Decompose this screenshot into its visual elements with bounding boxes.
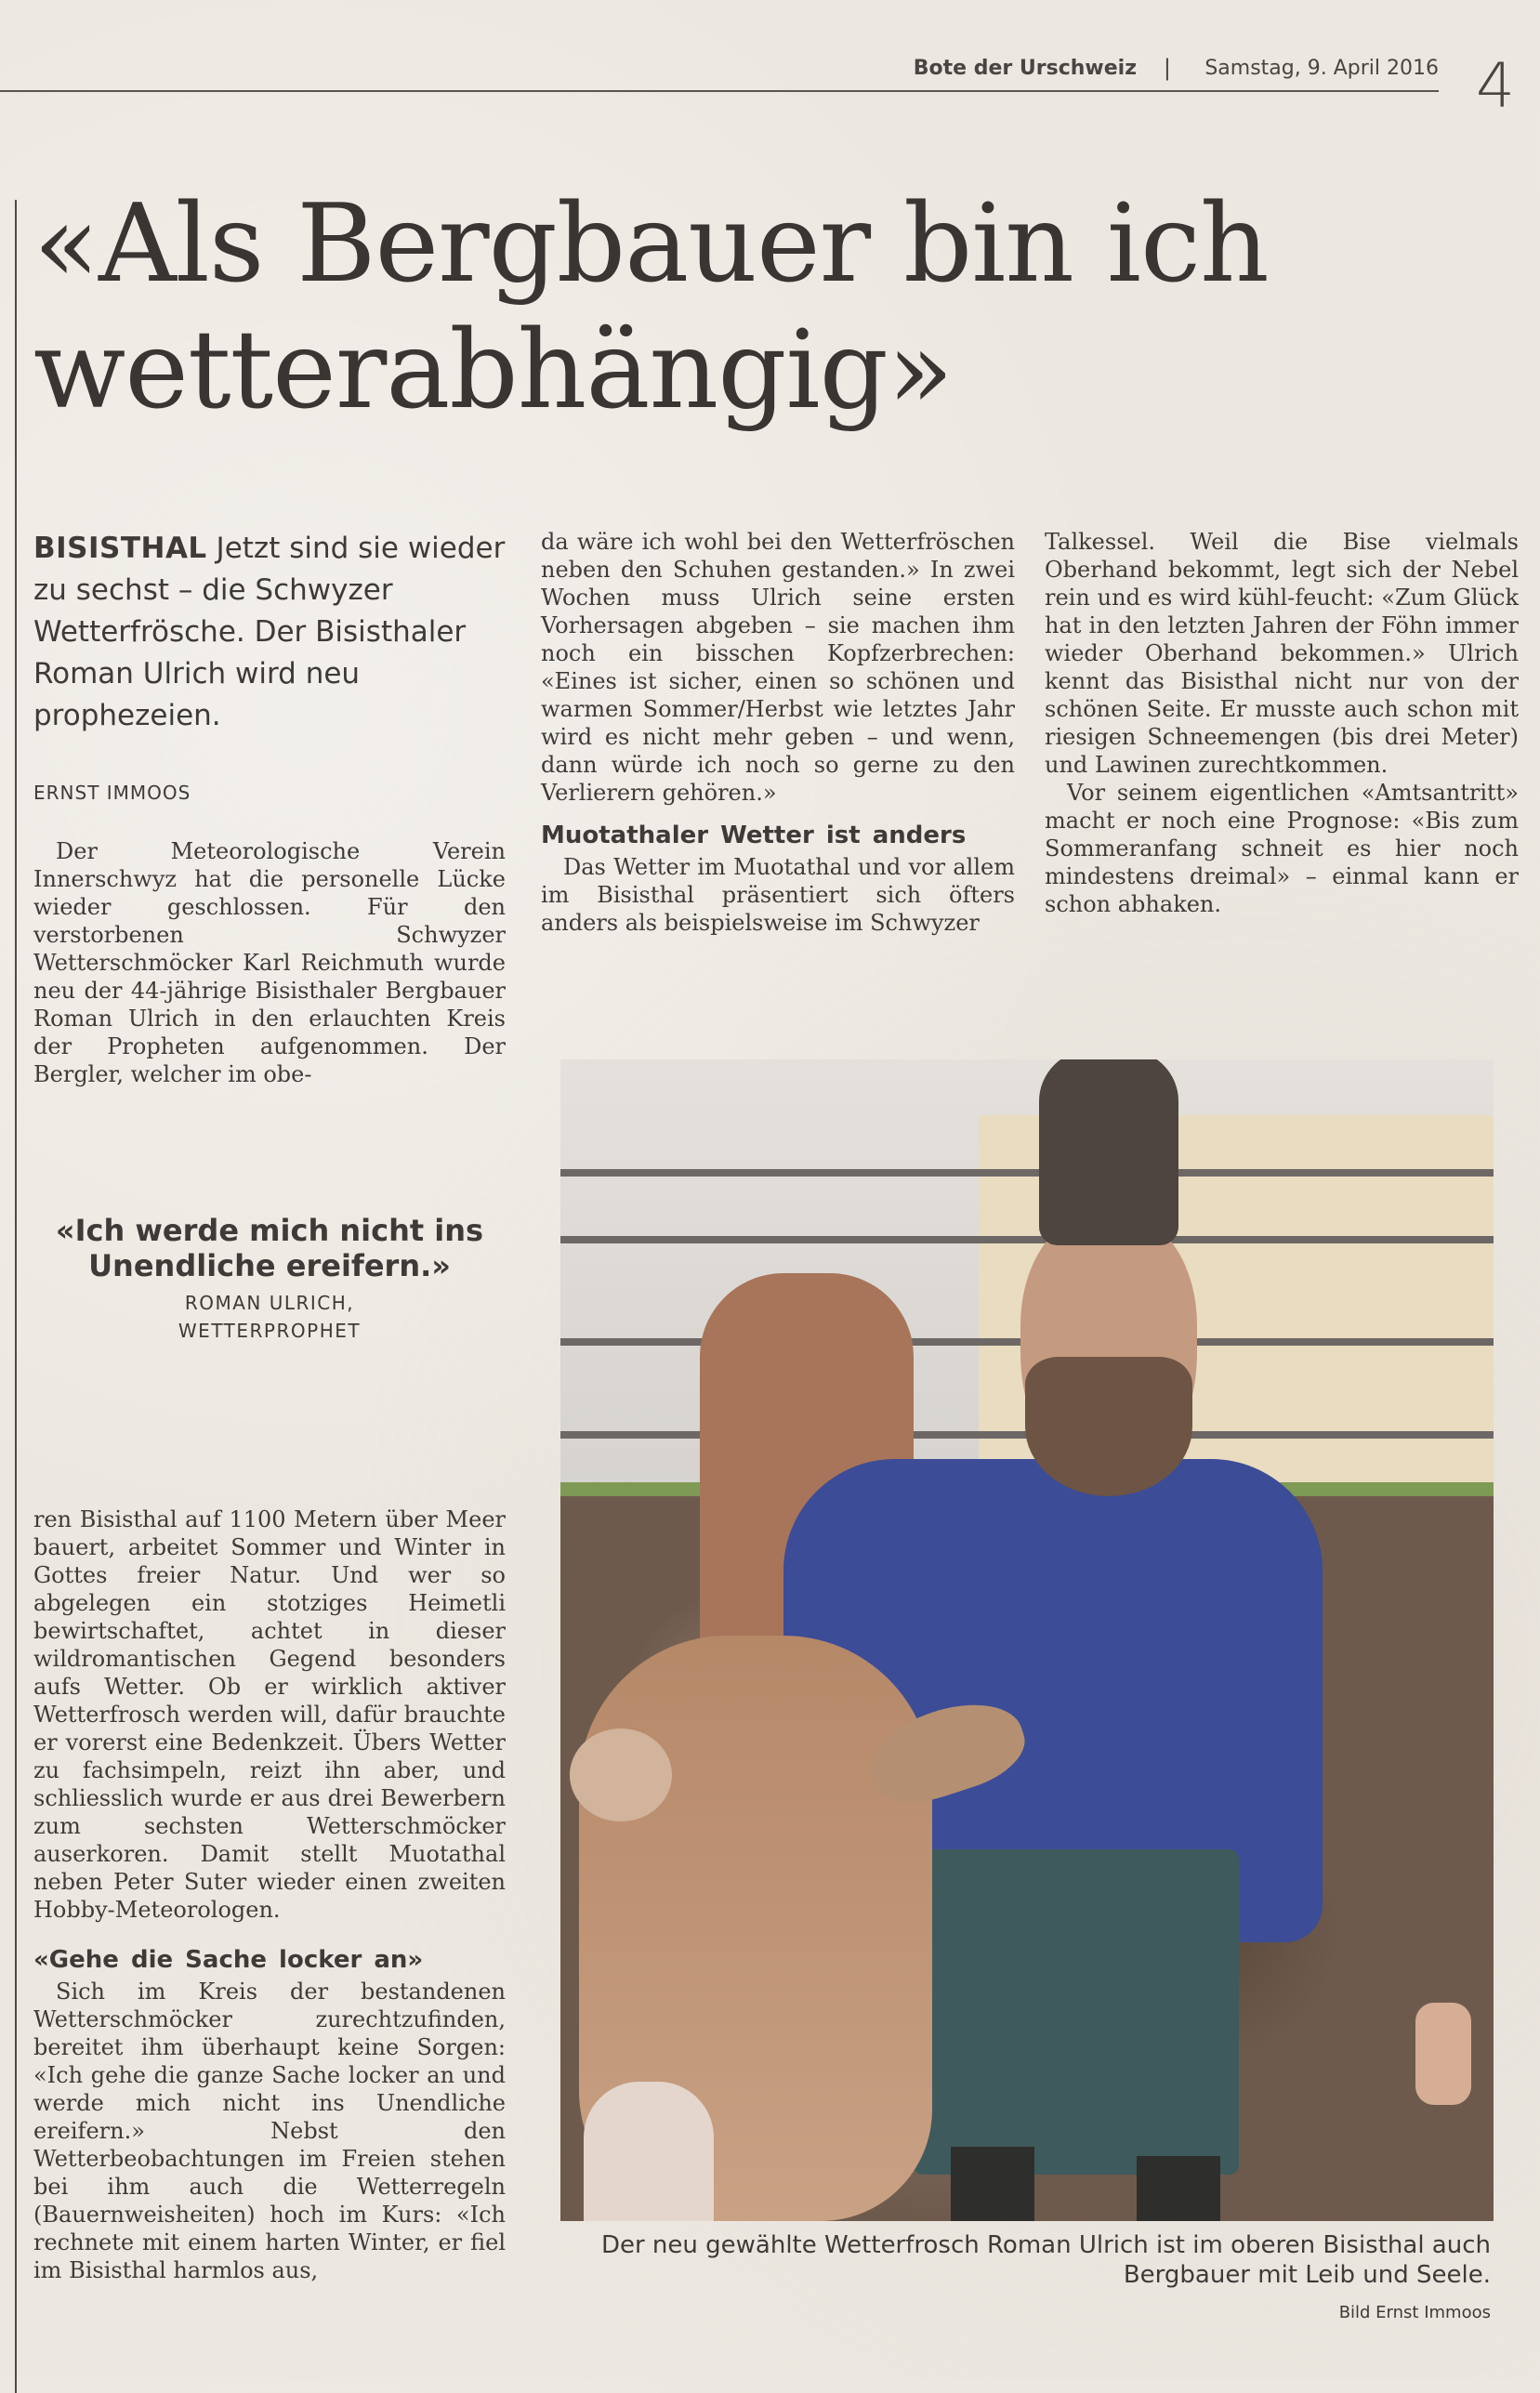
pull-quote-text: «Ich werde mich nicht ins Unendliche ereifern.»	[55, 1213, 484, 1283]
photo-fence-rail	[560, 1169, 1494, 1177]
pull-quote-attribution-role: WETTERPROPHET	[178, 1320, 362, 1342]
masthead	[0, 51, 1439, 90]
body-paragraph: Das Wetter im Muotathal und vor allem im Bisisthal präsentiert sich öfters anders als beispielsweise im Schwyzer	[541, 854, 1015, 936]
dateline: BISISTHAL	[33, 532, 207, 565]
photo-beard	[1025, 1357, 1192, 1496]
column-1-continued	[33, 1505, 506, 2284]
article-headline: «Als Bergbauer bin ich wetterabhängig»	[33, 181, 1269, 433]
body-paragraph: ren Bisisthal auf 1100 Metern über Meer bauert, arbeitet Sommer und Winter in Gottes freier Natur. Und wer so abgelegen ein stotziges Heimetli bewirtschaftet, achtet in dieser wildromantischen Gegend besonders aufs Wetter. Ob er wirklich aktiver Wetterfrosch werden will, dafür brauchte er vorerst eine Bedenkzeit. Übers Wetter zu fachsimpeln, reizt ihn aber, und schliesslich wurde er aus drei Bewerbern zum sechsten Wetterschmöcker auserkoren. Damit stellt Muotathal neben Peter Suter wieder einen zweiten Hobby-Meteorologen.	[33, 1506, 506, 1923]
body-paragraph: Der Meteorologische Verein Innerschwyz hat die personelle Lücke wieder geschlossen. Für den verstorbenen Schwyzer Wetterschmöcker Karl Reichmuth wurde neu der 44-jährige Bisisthaler Bergbauer Roman Ulrich in den erlauchten Kreis der Propheten aufgenommen. Der Bergler, welcher im obe-	[33, 838, 506, 1087]
body-paragraph: Vor seinem eigentlichen «Amtsantritt» macht er noch eine Prognose: «Bis zum Sommeranfang schneit es hier noch mindestens dreimal» – einmal kann er schon abhaken.	[1045, 780, 1519, 917]
photo-fence-rail	[560, 1236, 1494, 1243]
header-rule	[0, 90, 1439, 92]
pull-quote-attribution-name: ROMAN ULRICH,	[184, 1292, 355, 1314]
lead-text: Jetzt sind sie wieder zu sechst – die Schwyzer Wetterfrösche. Der Bisisthaler Roman Ulrich wird neu prophezeien.	[33, 532, 506, 732]
pull-quote	[33, 1213, 506, 1345]
publication-name: Bote der Urschweiz	[913, 57, 1137, 80]
photo-knit-cap	[1039, 1059, 1178, 1245]
subhead: Muotathaler Wetter ist anders	[541, 822, 967, 849]
photo-credit: Bild Ernst Immoos	[1338, 2303, 1491, 2322]
masthead-separator: |	[1163, 55, 1171, 81]
article-photo	[560, 1059, 1494, 2221]
photo-boot	[951, 2147, 1034, 2221]
body-paragraph: da wäre ich wohl bei den Wetterfröschen neben den Schuhen gestanden.» In zwei Wochen muss Ulrich seine ersten Vorhersagen abgeben – sie machen ihm noch ein bisschen Kopfzerbrechen: «Eines ist sicher, einen so schönen und warmen Sommer/Herbst wie letztes Jahr wird es nicht mehr geben – und wenn, dann würde ich noch so gerne zu den Verlierern gehören.»	[541, 529, 1015, 806]
issue-date: Samstag, 9. April 2016	[1204, 57, 1439, 80]
photo-boot	[1137, 2156, 1220, 2221]
photo-cow-ear	[570, 1729, 672, 1821]
byline: ERNST IMMOOS	[33, 782, 191, 804]
article-lead	[33, 528, 506, 737]
photo-hand	[1415, 2003, 1471, 2105]
subhead: «Gehe die Sache locker an»	[33, 1946, 424, 1974]
photo-trousers	[914, 1849, 1239, 2175]
photo-caption: Der neu gewählte Wetterfrosch Roman Ulrich ist im oberen Bisisthal auch Bergbauer mit Leib und Seele.	[600, 2231, 1491, 2289]
column-2	[541, 528, 1015, 937]
column-1	[33, 528, 506, 1088]
photo-cow-muzzle	[584, 2082, 714, 2221]
body-paragraph: Sich im Kreis der bestandenen Wetterschmöcker zurechtzufinden, bereitet ihm überhaupt keine Sorgen: «Ich gehe die ganze Sache locker an und werde mich nicht ins Unendliche ereifern.» Nebst den Wetterbeobachtungen im Freien stehen bei ihm auch die Wetterregeln (Bauernweisheiten) hoch im Kurs: «Ich rechnete mit einem harten Winter, er fiel im Bisisthal harmlos aus,	[33, 1979, 506, 2283]
column-rule	[15, 200, 17, 2393]
column-3	[1045, 528, 1519, 918]
page-number: 4	[1476, 50, 1515, 122]
body-paragraph: Talkessel. Weil die Bise vielmals Oberhand bekommt, legt sich der Nebel rein und es wird kühl-feucht: «Zum Glück hat in den letzten Jahren der Föhn immer wieder Oberhand bekommen.» Ulrich kennt das Bisisthal nicht nur von der schönen Seite. Er musste auch schon mit riesigen Schneemengen (bis drei Meter) und Lawinen zurechtkommen.	[1045, 529, 1519, 778]
